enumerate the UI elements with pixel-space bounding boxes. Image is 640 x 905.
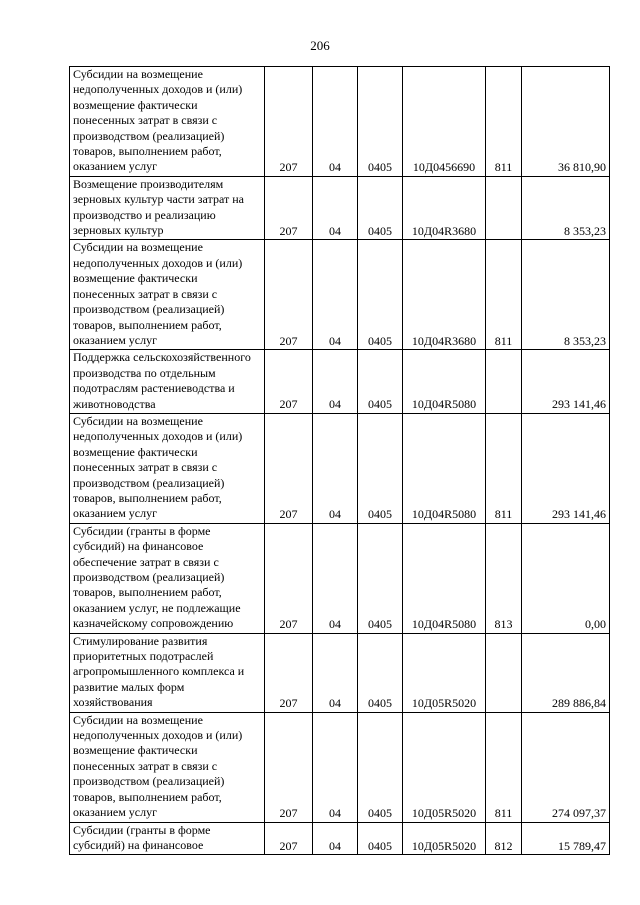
row-subsection-code: 0405 bbox=[358, 240, 403, 350]
row-amount: 0,00 bbox=[522, 523, 610, 633]
row-expense-type: 811 bbox=[486, 413, 522, 523]
row-target-article: 10Д0456690 bbox=[403, 67, 486, 177]
row-amount: 274 097,37 bbox=[522, 712, 610, 822]
row-section-code: 04 bbox=[313, 176, 358, 240]
row-section-code: 04 bbox=[313, 633, 358, 712]
row-target-article: 10Д04R3680 bbox=[403, 176, 486, 240]
row-target-article: 10Д04R3680 bbox=[403, 240, 486, 350]
row-expense-type: 813 bbox=[486, 523, 522, 633]
row-expense-type bbox=[486, 176, 522, 240]
row-name: Поддержка сельскохозяйственного производства по отдельным подотраслям растениеводства и животноводства bbox=[70, 350, 265, 414]
table-row bbox=[70, 822, 610, 855]
row-name: Субсидии на возмещение недополученных доходов и (или) возмещение фактически понесенных затрат в связи с производством (реализацией) товаров, выполнением работ, оказанием услуг bbox=[70, 712, 265, 822]
row-target-article: 10Д04R5080 bbox=[403, 523, 486, 633]
row-ministry-code: 207 bbox=[265, 67, 313, 177]
table-row bbox=[70, 240, 610, 350]
page-number: 206 bbox=[310, 38, 330, 53]
table-row bbox=[70, 633, 610, 712]
row-ministry-code: 207 bbox=[265, 822, 313, 855]
row-ministry-code: 207 bbox=[265, 413, 313, 523]
row-ministry-code: 207 bbox=[265, 633, 313, 712]
row-subsection-code: 0405 bbox=[358, 712, 403, 822]
table-row bbox=[70, 350, 610, 414]
row-section-code: 04 bbox=[313, 822, 358, 855]
row-subsection-code: 0405 bbox=[358, 413, 403, 523]
row-expense-type: 811 bbox=[486, 712, 522, 822]
row-name: Субсидии (гранты в форме субсидий) на финансовое обеспечение затрат в связи с производством (реализацией) товаров, выполнением работ, оказанием услуг, не подлежащие казначейскому сопровождению bbox=[70, 523, 265, 633]
table-row bbox=[70, 712, 610, 822]
row-amount: 293 141,46 bbox=[522, 413, 610, 523]
row-ministry-code: 207 bbox=[265, 350, 313, 414]
row-section-code: 04 bbox=[313, 67, 358, 177]
row-target-article: 10Д04R5080 bbox=[403, 350, 486, 414]
row-subsection-code: 0405 bbox=[358, 633, 403, 712]
table-row bbox=[70, 67, 610, 177]
row-section-code: 04 bbox=[313, 712, 358, 822]
row-expense-type bbox=[486, 633, 522, 712]
row-amount: 289 886,84 bbox=[522, 633, 610, 712]
row-section-code: 04 bbox=[313, 413, 358, 523]
row-ministry-code: 207 bbox=[265, 240, 313, 350]
row-amount: 293 141,46 bbox=[522, 350, 610, 414]
row-expense-type: 811 bbox=[486, 240, 522, 350]
row-subsection-code: 0405 bbox=[358, 67, 403, 177]
row-target-article: 10Д04R5080 bbox=[403, 413, 486, 523]
row-amount: 8 353,23 bbox=[522, 240, 610, 350]
row-expense-type: 812 bbox=[486, 822, 522, 855]
row-amount: 8 353,23 bbox=[522, 176, 610, 240]
table-row bbox=[70, 413, 610, 523]
row-subsection-code: 0405 bbox=[358, 176, 403, 240]
budget-table bbox=[69, 66, 610, 855]
row-name: Возмещение производителям зерновых культур части затрат на производство и реализацию зерновых культур bbox=[70, 176, 265, 240]
table-row bbox=[70, 523, 610, 633]
row-section-code: 04 bbox=[313, 350, 358, 414]
row-expense-type bbox=[486, 350, 522, 414]
row-subsection-code: 0405 bbox=[358, 523, 403, 633]
row-name: Субсидии на возмещение недополученных доходов и (или) возмещение фактически понесенных затрат в связи с производством (реализацией) товаров, выполнением работ, оказанием услуг bbox=[70, 67, 265, 177]
row-name: Субсидии на возмещение недополученных доходов и (или) возмещение фактически понесенных затрат в связи с производством (реализацией) товаров, выполнением работ, оказанием услуг bbox=[70, 413, 265, 523]
row-ministry-code: 207 bbox=[265, 712, 313, 822]
row-target-article: 10Д05R5020 bbox=[403, 633, 486, 712]
row-subsection-code: 0405 bbox=[358, 350, 403, 414]
row-name: Субсидии (гранты в форме субсидий) на финансовое bbox=[70, 822, 265, 855]
row-ministry-code: 207 bbox=[265, 176, 313, 240]
row-amount: 36 810,90 bbox=[522, 67, 610, 177]
row-ministry-code: 207 bbox=[265, 523, 313, 633]
row-subsection-code: 0405 bbox=[358, 822, 403, 855]
row-name: Субсидии на возмещение недополученных доходов и (или) возмещение фактически понесенных затрат в связи с производством (реализацией) товаров, выполнением работ, оказанием услуг bbox=[70, 240, 265, 350]
row-amount: 15 789,47 bbox=[522, 822, 610, 855]
row-section-code: 04 bbox=[313, 523, 358, 633]
row-section-code: 04 bbox=[313, 240, 358, 350]
row-expense-type: 811 bbox=[486, 67, 522, 177]
row-target-article: 10Д05R5020 bbox=[403, 712, 486, 822]
table-row bbox=[70, 176, 610, 240]
row-name: Стимулирование развития приоритетных подотраслей агропромышленного комплекса и развитие малых форм хозяйствования bbox=[70, 633, 265, 712]
row-target-article: 10Д05R5020 bbox=[403, 822, 486, 855]
